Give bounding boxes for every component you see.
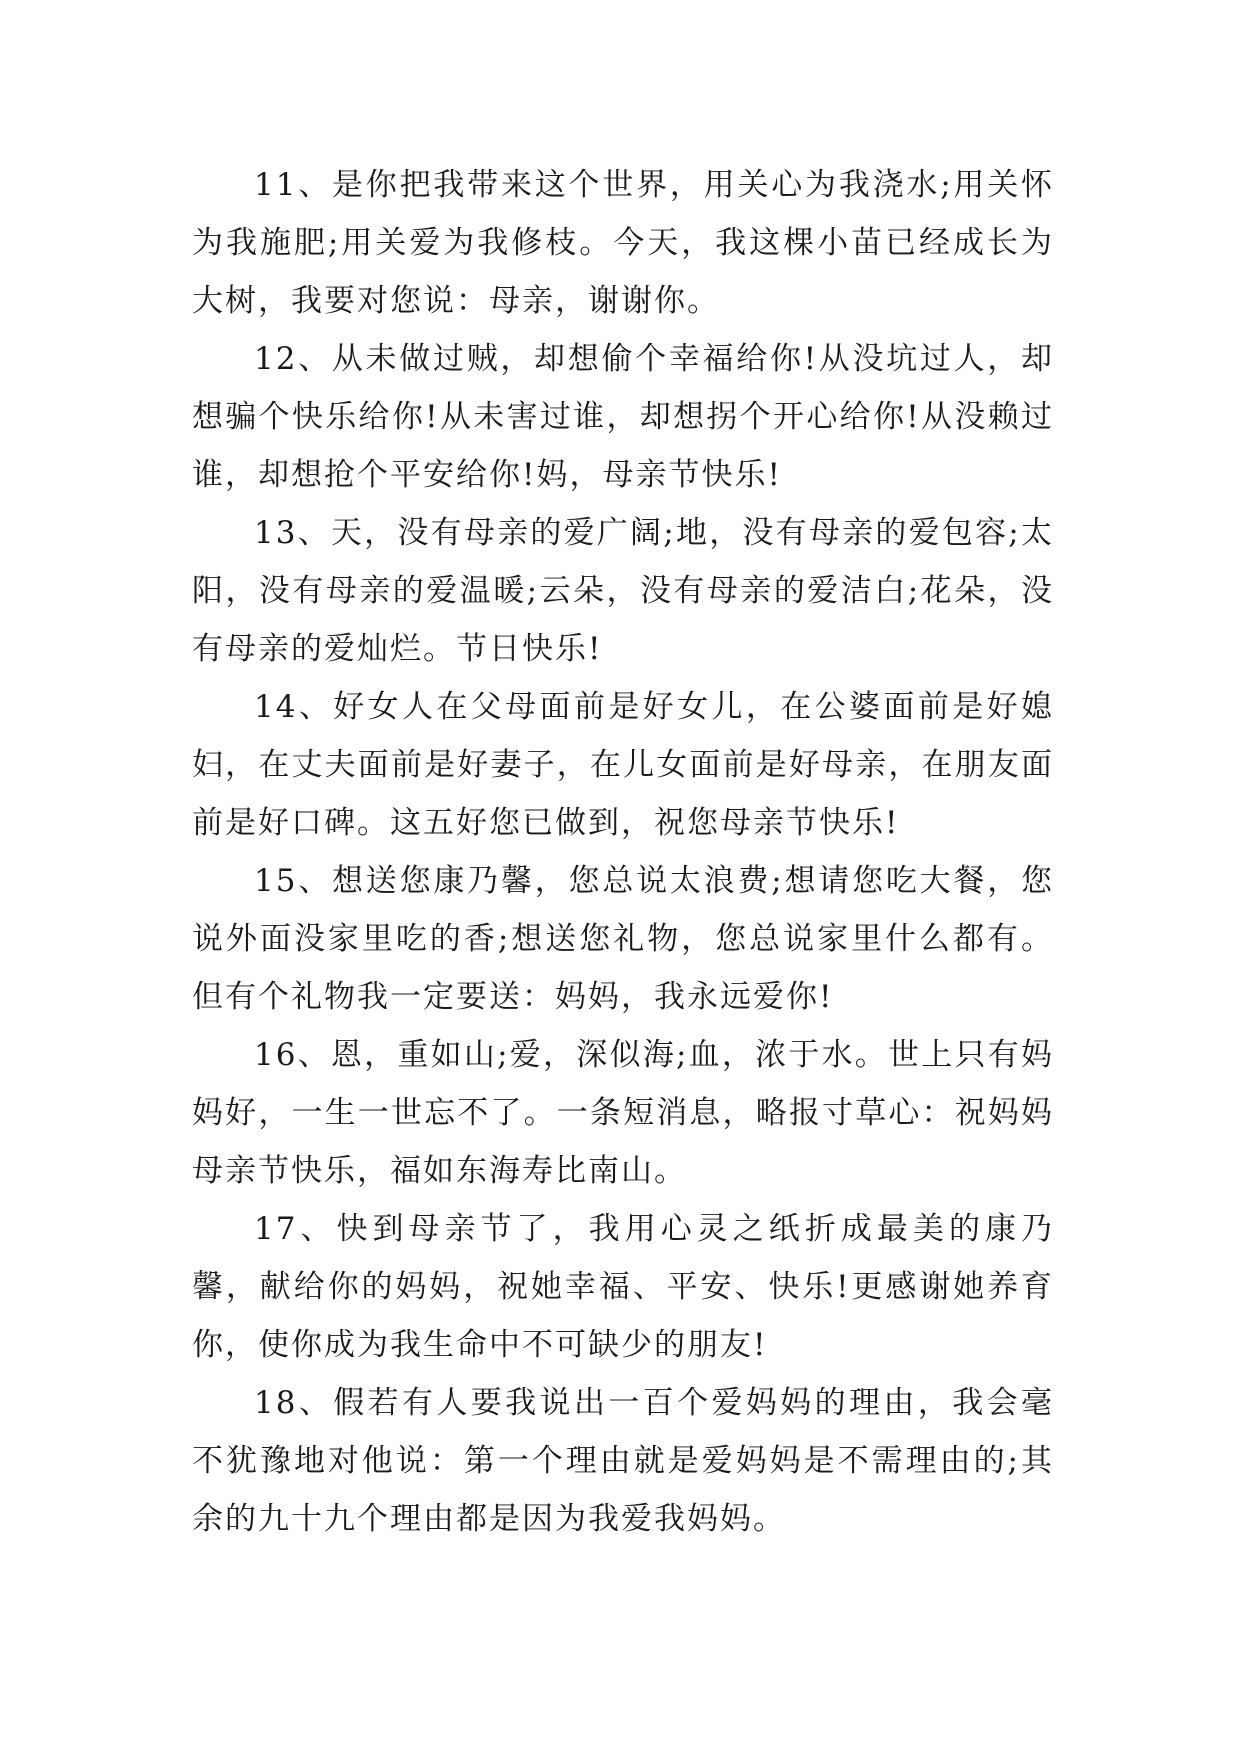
paragraph-17: 17、快到母亲节了，我用心灵之纸折成最美的康乃馨，献给你的妈妈，祝她幸福、平安、快乐!更感谢她养育你，使你成为我生命中不可缺少的朋友! [192,1211,1054,1363]
paragraph-16: 16、恩，重如山;爱，深似海;血，浓于水。世上只有妈妈好，一生一世忘不了。一条短消息，略报寸草心：祝妈妈母亲节快乐，福如东海寿比南山。 [192,1037,1054,1189]
document-body [192,156,1054,1548]
paragraph-13: 13、天，没有母亲的爱广阔;地，没有母亲的爱包容;太阳，没有母亲的爱温暖;云朵，没有母亲的爱洁白;花朵，没有母亲的爱灿烂。节日快乐! [192,515,1054,667]
paragraph-11: 11、是你把我带来这个世界，用关心为我浇水;用关怀为我施肥;用关爱为我修枝。今天，我这棵小苗已经成长为大树，我要对您说：母亲，谢谢你。 [192,167,1054,319]
paragraph-14: 14、好女人在父母面前是好女儿，在公婆面前是好媳妇，在丈夫面前是好妻子，在儿女面前是好母亲，在朋友面前是好口碑。这五好您已做到，祝您母亲节快乐! [192,689,1054,841]
paragraph-12: 12、从未做过贼，却想偷个幸福给你!从没坑过人，却想骗个快乐给你!从未害过谁，却想拐个开心给你!从没赖过谁，却想抢个平安给你!妈，母亲节快乐! [192,341,1054,493]
paragraph-15: 15、想送您康乃馨，您总说太浪费;想请您吃大餐，您说外面没家里吃的香;想送您礼物，您总说家里什么都有。但有个礼物我一定要送：妈妈，我永远爱你! [192,863,1054,1015]
paragraph-18: 18、假若有人要我说出一百个爱妈妈的理由，我会毫不犹豫地对他说：第一个理由就是爱妈妈是不需理由的;其余的九十九个理由都是因为我爱我妈妈。 [192,1385,1054,1537]
